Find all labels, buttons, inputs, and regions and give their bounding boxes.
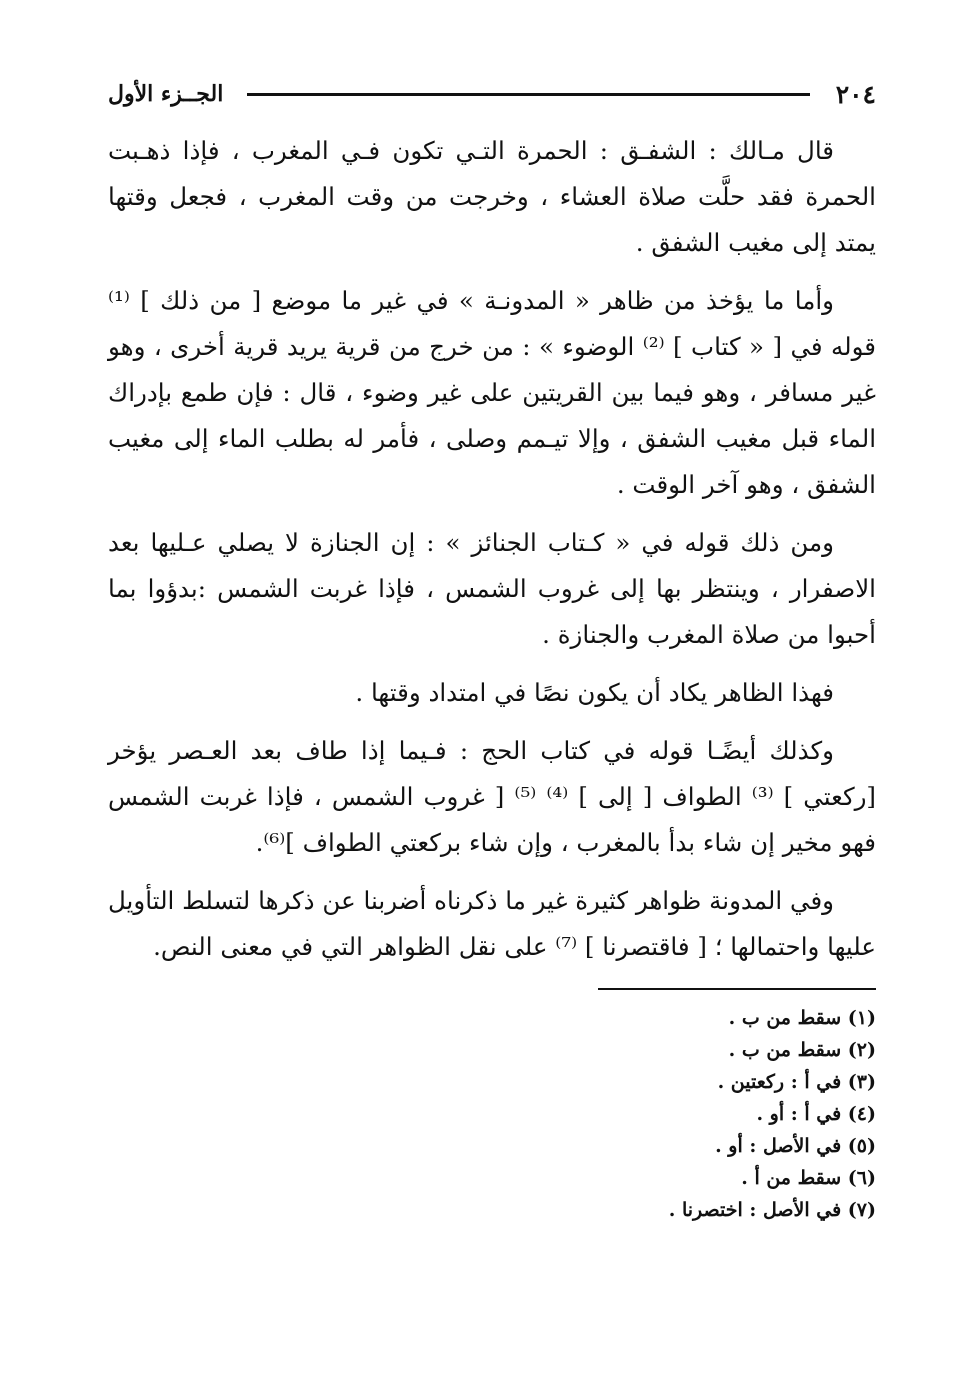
body-text (108, 128, 876, 970)
footnote-item: (١) سقط من ب . (728, 1007, 876, 1029)
footnote-item: (٣) في أ : ركعتين . (717, 1071, 876, 1093)
page-number: ٢٠٤ (835, 79, 876, 109)
page-header (108, 72, 876, 116)
footnote-item: (٦) سقط من أ . (741, 1167, 876, 1189)
paragraph: فهذا الظاهر يكاد أن يكون نصًا في امتداد وقتها . (355, 678, 834, 707)
footnote-item: (٥) في الأصل : أو . (715, 1135, 876, 1157)
footnote-separator (598, 988, 876, 990)
footnotes (108, 1002, 876, 1226)
running-title: الجــزء الأول (108, 81, 224, 107)
book-page (108, 72, 876, 1226)
paragraph: وأما ما يؤخذ من ظاهر « المدونـة » في غير ما موضع [ من ذلك ] ⁽¹⁾ قوله في [ « كتاب ] ⁽²⁾ الوضوء » : من خرج من قرية يريد قرية أخرى ، وهو غير مسافر ، وهو فيما بين القريتين على غير وضوء ، قال : فإن طمع بإدراك الماء قبل مغيب الشفق ، وإلا تيـمم وصلى ، فأمر له بطلب الماء إلى مغيب الشفق ، وهو آخر الوقت . (108, 286, 876, 499)
paragraph: وكذلك أيضًـا قوله في كتاب الحج : فـيما إذا طاف بعد العـصر يؤخر [ركعتي ] ⁽³⁾ الطواف [ إلى ] ⁽⁴⁾ ⁽⁵⁾ [ غروب الشمس ، فإذا غربت الشمس فهو مخير إن شاء بدأ بالمغرب ، وإن شاء بركعتي الطواف ]⁽⁶⁾. (108, 736, 876, 857)
header-rule (247, 93, 809, 96)
footnote-item: (٧) في الأصل : اختصرنا . (668, 1199, 876, 1221)
paragraph: قال مـالك : الشفـق : الحمرة التـي تكون فـي المغرب ، فإذا ذهـبت الحمرة فقد حلَّت صلاة العشاء ، وخرجت من وقت المغرب ، فجعل وقتها يمتد إلى مغيب الشفق . (108, 136, 876, 257)
footnote-item: (٢) سقط من ب . (728, 1039, 876, 1061)
footnote-item: (٤) في أ : أو . (756, 1103, 876, 1125)
paragraph: ومن ذلك قوله في « كـتاب الجنائز » : إن الجنازة لا يصلي عـليها بعد الاصفرار ، وينتظر بها إلى غروب الشمس ، فإذا غربت الشمس :بدؤوا بما أحبوا من صلاة المغرب والجنازة . (108, 528, 876, 649)
paragraph: وفي المدونة ظواهر كثيرة غير ما ذكرناه أضربنا عن ذكرها لتسلط التأويل عليها واحتمالها ؛ [ فاقتصرنا ] ⁽⁷⁾ على نقل الظواهر التي في معنى النص. (108, 886, 876, 961)
